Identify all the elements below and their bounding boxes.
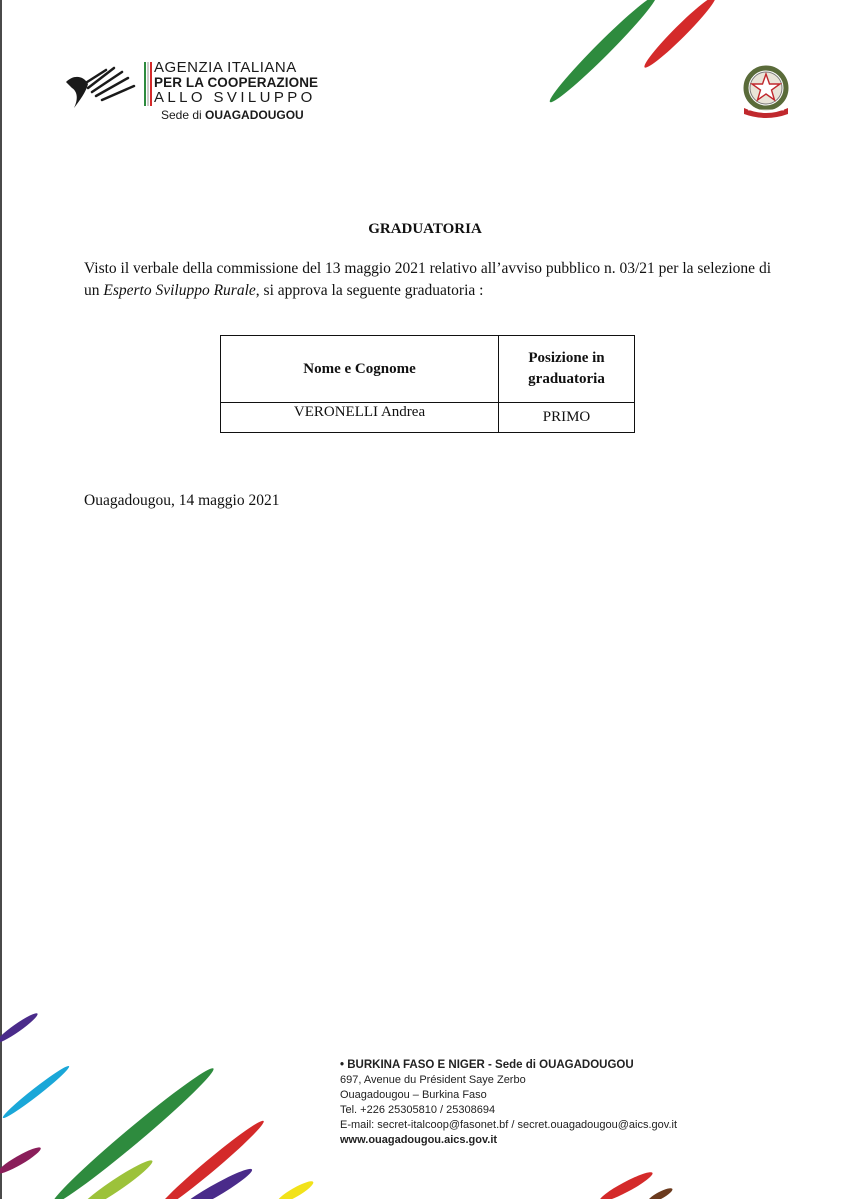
document-title: GRADUATORIA — [368, 221, 482, 237]
agency-line3: ALLO SVILUPPO — [154, 89, 316, 106]
page-edge-line — [0, 0, 2, 1199]
footer-office: • BURKINA FASO E NIGER - Sede di OUAGADOUGOU — [340, 1059, 634, 1071]
intro-text-italic: Esperto Sviluppo Rurale — [103, 282, 256, 299]
decor-stroke-green-top — [545, 0, 661, 107]
aics-logo — [62, 58, 322, 124]
cell-position: PRIMO — [499, 403, 635, 433]
decor-stroke-magenta — [0, 1144, 43, 1177]
sede-city: OUAGADOUGOU — [205, 108, 304, 122]
date-line: Ouagadougou, 14 maggio 2021 — [84, 492, 280, 509]
agency-line1: AGENZIA ITALIANA — [154, 59, 297, 76]
intro-paragraph — [84, 258, 771, 302]
decor-stroke-red-top — [640, 0, 719, 72]
italian-emblem-icon — [738, 60, 794, 122]
intro-text-1: Visto il verbale della commissione del 13 maggio 2021 relativo all’avviso pubblico n. 03/21 per la selezione di un — [84, 260, 771, 299]
header-name: Nome e Cognome — [221, 336, 499, 403]
decor-stroke-purple — [0, 1010, 40, 1045]
decor-stroke-brown — [646, 1186, 674, 1199]
ranking-table — [220, 335, 635, 433]
footer-email[interactable]: E-mail: secret-italcoop@fasonet.bf / secret.ouagadougou@aics.gov.it — [340, 1119, 678, 1131]
sede-prefix: Sede di — [161, 108, 202, 122]
cell-name: VERONELLI Andrea — [221, 403, 499, 433]
header-position: Posizione in graduatoria — [499, 336, 635, 403]
footer-phone: Tel. +226 25305810 / 25308694 — [340, 1104, 496, 1116]
footer-city: Ouagadougou – Burkina Faso — [340, 1089, 487, 1101]
agency-line2: PER LA COOPERAZIONE — [154, 75, 319, 90]
agency-name — [154, 60, 318, 105]
decor-stroke-red-right — [597, 1169, 655, 1199]
decor-stroke-yellow — [275, 1178, 316, 1199]
table-row — [221, 403, 635, 433]
footer-website-link[interactable]: www.ouagadougou.aics.gov.it — [340, 1134, 498, 1146]
decor-stroke-cyan — [0, 1063, 71, 1121]
tricolor-bars — [144, 62, 154, 106]
dove-icon — [62, 62, 142, 112]
agency-sede — [161, 108, 304, 122]
intro-text-2: , si approva la seguente graduatoria : — [255, 282, 484, 299]
footer-street: 697, Avenue du Président Saye Zerbo — [340, 1074, 526, 1086]
footer-address — [340, 1058, 677, 1148]
table-header-row — [221, 336, 635, 403]
